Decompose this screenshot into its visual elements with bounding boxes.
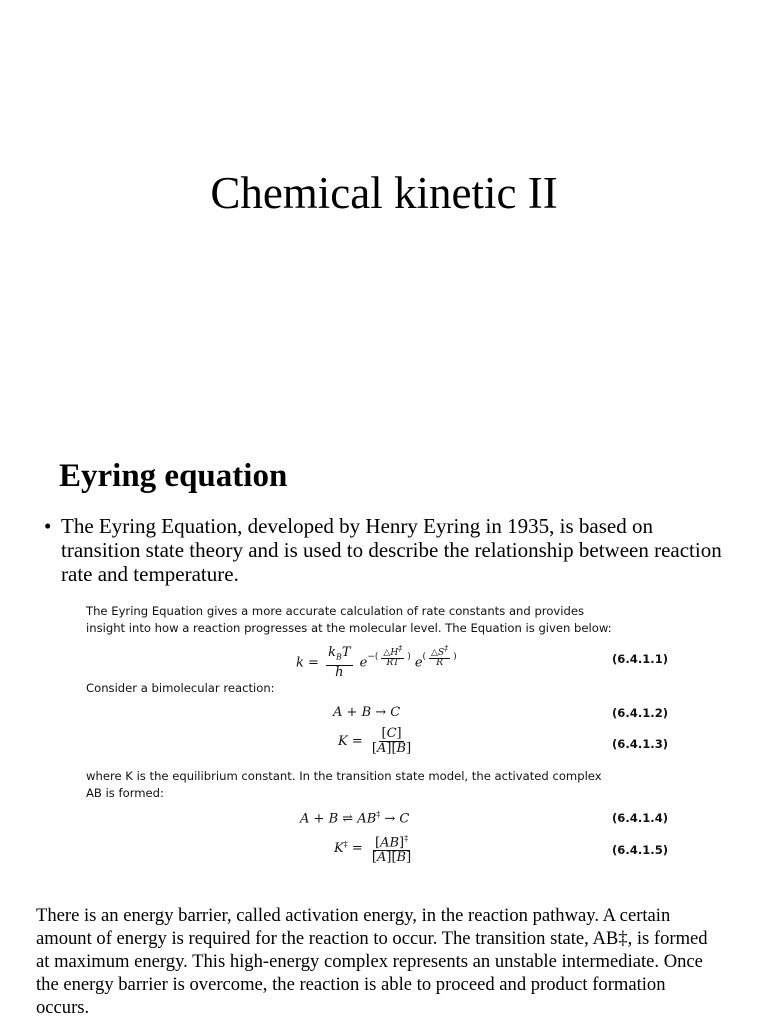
bullet-text: The Eyring Equation, developed by Henry Eyring in 1935, is based on transition state theory and is used to describe the relationship between reaction rate and temperature. <box>61 514 722 586</box>
bimolecular-text: Consider a bimolecular reaction: <box>86 681 275 695</box>
equation-activated-complex: A + B ⇌ AB‡ → C <box>300 810 410 827</box>
equation-number-2: (6.4.1.2) <box>612 706 669 720</box>
equation-transition-constant: K‡ = $\frac{[AB]^\ddagger}{[A][B]}$ <box>334 834 412 866</box>
bullet-item <box>44 514 724 586</box>
eyring-equation-figure <box>84 600 684 880</box>
c-over-ab-fraction: $\frac{[C]}{[A][B]}$ <box>371 726 412 756</box>
equation-number-3: (6.4.1.3) <box>612 737 669 751</box>
equation-number-4: (6.4.1.4) <box>612 811 669 825</box>
equation-number-1: (6.4.1.1) <box>612 652 669 666</box>
kbt-over-h-fraction: $\frac{k_BT}{h}$ <box>328 645 351 680</box>
ab-over-a-b-fraction: $\frac{[AB]^\ddagger}{[A][B]}$ <box>371 834 412 866</box>
activation-energy-paragraph: There is an energy barrier, called activation energy, in the reaction pathway. A certain amount of energy is required for the reaction to occur. The transition state, AB‡, is formed at maximum energy. This high-energy complex represents an unstable intermediate. Once the energy barrier is overcome, the reaction is able to proceed and product formation occurs. <box>36 905 708 1018</box>
equation-number-5: (6.4.1.5) <box>612 843 669 857</box>
where-line-2: AB is formed: <box>86 786 164 800</box>
bullet-marker: • <box>44 514 52 538</box>
where-text <box>86 768 686 802</box>
equation-bimolecular-reaction: A + B → C <box>333 705 401 720</box>
where-line-1: where K is the equilibrium constant. In the transition state model, the activated complex <box>86 769 602 783</box>
equation-equilibrium-constant: K = $\frac{[C]}{[A][B]}$ <box>338 726 412 756</box>
figure-intro <box>86 603 686 637</box>
slide-title: Chemical kinetic II <box>210 168 558 218</box>
figure-intro-line-2: insight into how a reaction progresses at the molecular level. The Equation is given below: <box>86 621 612 635</box>
equation-eyring: k = $\frac{k_BT}{h}$ $e^{-( \frac{\triangle H\ddagger}{RT} )}$ $e^{( \frac{\triangle S\ddagger}{R} )}$ <box>296 644 457 680</box>
section-heading: Eyring equation <box>59 458 288 494</box>
figure-intro-line-1: The Eyring Equation gives a more accurate calculation of rate constants and provides <box>86 604 585 618</box>
